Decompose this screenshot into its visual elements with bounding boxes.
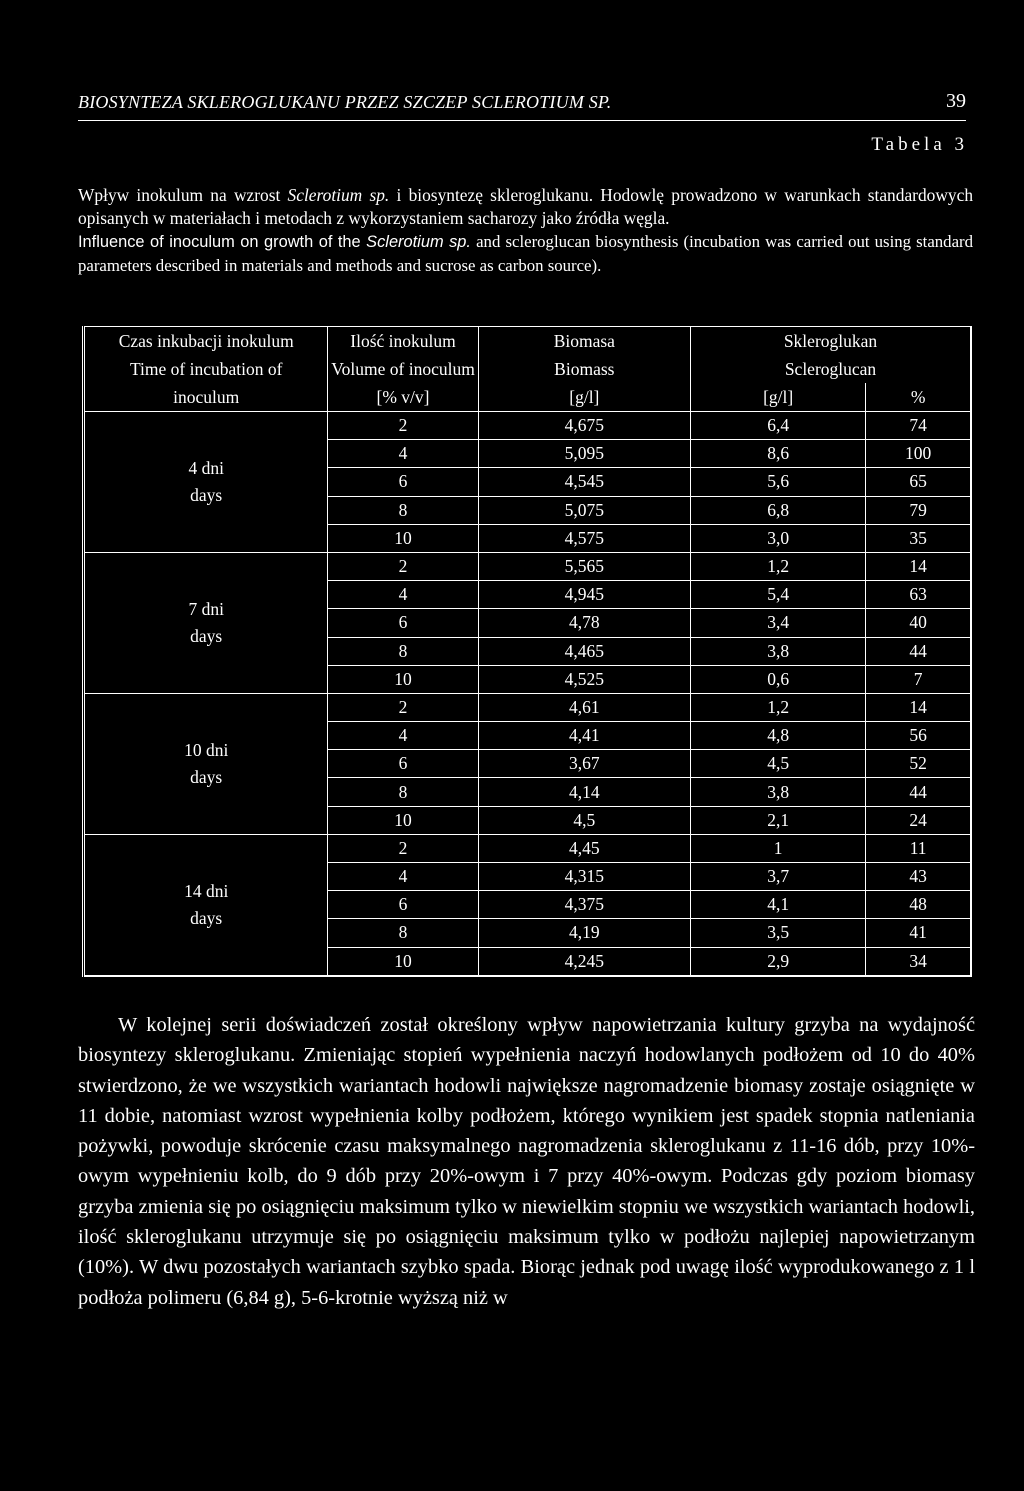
page-number: 39 <box>946 90 966 112</box>
percent-cell: 35 <box>866 524 971 552</box>
biomass-cell: 4,45 <box>478 834 690 862</box>
species-name: Sclerotium sp. <box>287 185 390 205</box>
table-row <box>84 693 972 721</box>
scleroglucan-cell: 0,6 <box>691 665 866 693</box>
biomass-cell: 4,675 <box>478 412 690 440</box>
incubation-time-en: days <box>190 484 223 505</box>
volume-cell: 10 <box>328 947 478 976</box>
header-volume-unit: [% v/v] <box>328 383 478 412</box>
percent-cell: 11 <box>866 834 971 862</box>
incubation-time-en: days <box>190 907 223 928</box>
scleroglucan-cell: 2,9 <box>691 947 866 976</box>
header-volume: Ilość inokulum <box>328 327 478 356</box>
percent-cell: 100 <box>866 440 971 468</box>
running-title: BIOSYNTEZA SKLEROGLUKANU PRZEZ SZCZEP SCLEROTIUM SP. <box>78 92 612 112</box>
header-biomass-en: Biomass <box>478 355 690 383</box>
volume-cell: 10 <box>328 524 478 552</box>
biomass-cell: 4,19 <box>478 919 690 947</box>
biomass-cell: 5,075 <box>478 496 690 524</box>
biomass-cell: 4,375 <box>478 891 690 919</box>
percent-cell: 24 <box>866 806 971 834</box>
scleroglucan-cell: 8,6 <box>691 440 866 468</box>
biomass-cell: 4,315 <box>478 863 690 891</box>
biomass-cell: 4,78 <box>478 609 690 637</box>
biomass-cell: 4,465 <box>478 637 690 665</box>
volume-cell: 8 <box>328 637 478 665</box>
table-row <box>84 552 972 580</box>
percent-cell: 43 <box>866 863 971 891</box>
scleroglucan-cell: 5,6 <box>691 468 866 496</box>
volume-cell: 6 <box>328 750 478 778</box>
scleroglucan-cell: 4,1 <box>691 891 866 919</box>
biomass-cell: 5,095 <box>478 440 690 468</box>
scleroglucan-cell: 4,5 <box>691 750 866 778</box>
percent-cell: 7 <box>866 665 971 693</box>
incubation-time-cell <box>84 412 328 553</box>
volume-cell: 8 <box>328 496 478 524</box>
header-row <box>84 383 972 412</box>
volume-cell: 2 <box>328 834 478 862</box>
scleroglucan-cell: 3,0 <box>691 524 866 552</box>
percent-cell: 74 <box>866 412 971 440</box>
scleroglucan-cell: 3,7 <box>691 863 866 891</box>
caption-polish: Wpływ inokulum na wzrost Sclerotium sp. i biosyntezę skleroglukanu. Hodowlę prowadzono w warunkach standardowych opisanych w materiałach i metodach z wykorzystaniem sacharozy jako źródła węgla. <box>78 185 974 228</box>
percent-cell: 41 <box>866 919 971 947</box>
table-caption <box>78 184 973 277</box>
scleroglucan-cell: 3,4 <box>691 609 866 637</box>
table-row <box>84 834 972 862</box>
header-time-en: Time of incubation of <box>84 355 328 383</box>
scleroglucan-cell: 4,8 <box>691 722 866 750</box>
volume-cell: 6 <box>328 609 478 637</box>
caption-english: Influence of inoculum on growth of the Sclerotium sp. and scleroglucan biosynthesis (incubation was carried out using standard parameters described in materials and methods and sucrose as carbon source). <box>78 232 974 275</box>
species-name: Sclerotium sp. <box>366 233 471 251</box>
volume-cell: 6 <box>328 891 478 919</box>
percent-cell: 52 <box>866 750 971 778</box>
volume-cell: 8 <box>328 919 478 947</box>
volume-cell: 2 <box>328 412 478 440</box>
incubation-time-pl: 4 dni <box>188 457 224 478</box>
scleroglucan-cell: 3,5 <box>691 919 866 947</box>
incubation-time-pl: 7 dni <box>188 598 224 619</box>
volume-cell: 2 <box>328 693 478 721</box>
scleroglucan-cell: 1 <box>691 834 866 862</box>
page-header <box>78 88 966 121</box>
volume-cell: 6 <box>328 468 478 496</box>
volume-cell: 4 <box>328 581 478 609</box>
percent-cell: 14 <box>866 693 971 721</box>
percent-cell: 65 <box>866 468 971 496</box>
percent-cell: 44 <box>866 778 971 806</box>
header-scleroglucan: Skleroglukan <box>691 327 972 356</box>
volume-cell: 10 <box>328 806 478 834</box>
percent-cell: 40 <box>866 609 971 637</box>
biomass-cell: 4,945 <box>478 581 690 609</box>
volume-cell: 2 <box>328 552 478 580</box>
percent-cell: 48 <box>866 891 971 919</box>
biomass-cell: 4,41 <box>478 722 690 750</box>
table-body <box>84 412 972 976</box>
biomass-cell: 3,67 <box>478 750 690 778</box>
results-table <box>82 326 972 977</box>
incubation-time-cell <box>84 834 328 975</box>
incubation-time-en: days <box>190 625 223 646</box>
volume-cell: 4 <box>328 722 478 750</box>
biomass-cell: 4,575 <box>478 524 690 552</box>
incubation-time-en: days <box>190 766 223 787</box>
percent-cell: 56 <box>866 722 971 750</box>
biomass-cell: 4,525 <box>478 665 690 693</box>
scleroglucan-cell: 5,4 <box>691 581 866 609</box>
percent-cell: 14 <box>866 552 971 580</box>
percent-cell: 34 <box>866 947 971 976</box>
scleroglucan-cell: 1,2 <box>691 552 866 580</box>
percent-cell: 79 <box>866 496 971 524</box>
incubation-time-pl: 10 dni <box>184 739 229 760</box>
biomass-cell: 4,5 <box>478 806 690 834</box>
percent-cell: 44 <box>866 637 971 665</box>
biomass-cell: 5,565 <box>478 552 690 580</box>
header-biomass: Biomasa <box>478 327 690 356</box>
header-scleroglucan-en: Scleroglucan <box>691 355 972 383</box>
scleroglucan-cell: 1,2 <box>691 693 866 721</box>
body-paragraph: W kolejnej serii doświadczeń został określony wpływ napowietrzania kultury grzyba na wydajność biosyntezy skleroglukanu. Zmieniając stopień wypełnienia naczyń hodowlanych podłożem od 10 do 40% stwierdzono, że we wszystkich wariantach hodowli największe nagromadzenie biomasy zostaje osiągnięte w 11 dobie, natomiast wzrost wypełnienia kolby podłożem, którego wynikiem jest spadek stopnia natleniania pożywki, powoduje skrócenie czasu maksymalnego nagromadzenia skleroglukanu z 11-16 dób, przy 10%-owym wypełnieniu kolb, do 9 dób przy 20%-owym i 7 przy 40%-owym. Podczas gdy poziom biomasy grzyba zmienia się po osiągnięciu maksimum tylko w niewielkim stopniu we wszystkich wariantach hodowli, ilość skleroglukanu utrzymuje się po osiągnięciu maksimum tylko w podłożu najlepiej napowietrzanym (10%). W dwu pozostałych wariantach szybko spada. Biorąc jednak pod uwagę ilość wyprodukowanego z 1 l podłoża polimeru (6,84 g), 5-6-krotnie wyższą niż w <box>78 1014 975 1309</box>
table-row <box>84 412 972 440</box>
scleroglucan-cell: 3,8 <box>691 637 866 665</box>
scleroglucan-cell: 3,8 <box>691 778 866 806</box>
header-biomass-unit: [g/l] <box>478 383 690 412</box>
biomass-cell: 4,14 <box>478 778 690 806</box>
scleroglucan-cell: 6,4 <box>691 412 866 440</box>
incubation-time-cell <box>84 693 328 834</box>
scleroglucan-cell: 2,1 <box>691 806 866 834</box>
biomass-cell: 4,545 <box>478 468 690 496</box>
header-row <box>84 327 972 356</box>
volume-cell: 4 <box>328 440 478 468</box>
incubation-time-pl: 14 dni <box>184 880 229 901</box>
header-time-en2: inoculum <box>84 383 328 412</box>
biomass-cell: 4,61 <box>478 693 690 721</box>
header-scleroglucan-unit: [g/l] <box>691 383 866 412</box>
volume-cell: 10 <box>328 665 478 693</box>
header-volume-en: Volume of inoculum <box>328 355 478 383</box>
header-percent: % <box>866 383 971 412</box>
table-label: Tabela 3 <box>871 134 968 155</box>
scleroglucan-cell: 6,8 <box>691 496 866 524</box>
header-time: Czas inkubacji inokulum <box>84 327 328 356</box>
biomass-cell: 4,245 <box>478 947 690 976</box>
header-row <box>84 355 972 383</box>
percent-cell: 63 <box>866 581 971 609</box>
volume-cell: 8 <box>328 778 478 806</box>
volume-cell: 4 <box>328 863 478 891</box>
body-text <box>78 1010 975 1313</box>
incubation-time-cell <box>84 552 328 693</box>
